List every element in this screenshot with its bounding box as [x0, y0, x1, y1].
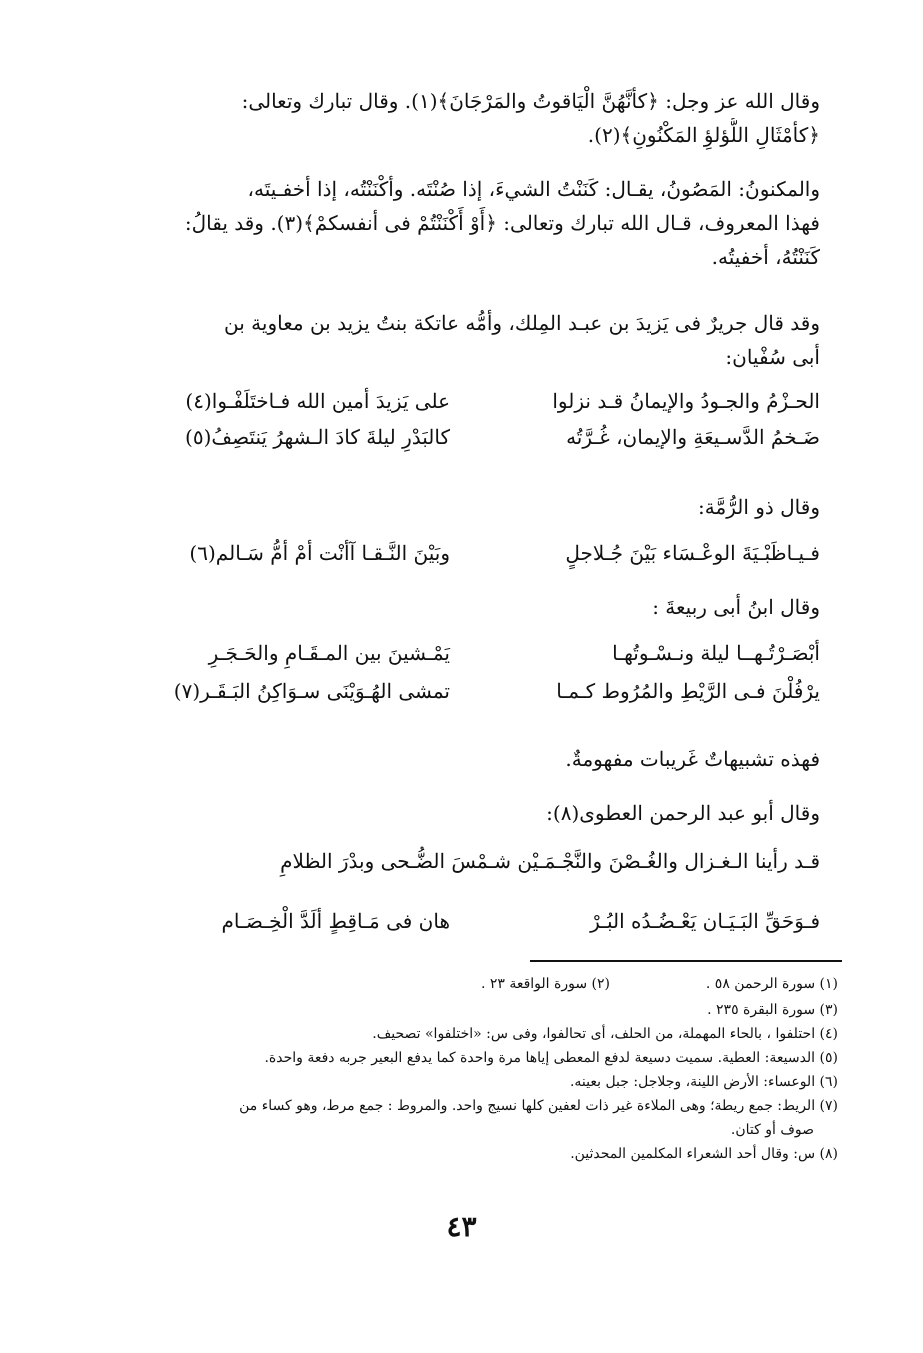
text-line: وقد قال جريرٌ فى يَزيدَ بن عبـد المِلك، وأمُّه عاتكة بنتُ يزيد بن معاوية بن: [224, 311, 820, 335]
footnote-8: (٨) س: وقال أحد الشعراء المكلمين المحدثين.: [570, 1146, 838, 1162]
verse-row: [140, 636, 820, 670]
footnote-4: (٤) احتلفوا ، بالحاء المهملة، من الحلف، أى تحالفوا، وفى س: «اختلفوا» تصحيف.: [372, 1026, 838, 1042]
text-line: كَنَنْتُهُ، أخفيتُه.: [711, 245, 820, 269]
verse-row: [140, 384, 820, 418]
text-line: وقال ابنُ أبى ربيعةَ :: [652, 595, 820, 619]
footnote-5: (٥) الدسيعة: العطية. سميت دسيعة لدفع المعطى إياها مرة واحدة كما يدفع البعير جربه دفعة واحدة.: [264, 1050, 838, 1066]
verse-row: [140, 536, 820, 570]
verse-second-hemistich: كالبَدْرِ ليلةَ كادَ الـشهرُ يَنتَصِفُ(٥): [185, 425, 450, 449]
paragraph-1: [110, 84, 820, 152]
text-line: وقال ذو الرُّمَّة:: [698, 495, 820, 519]
full-verse-line: قـد رأينا الـغـزال والغُـصْنَ والنَّجْـمَـيْن شـمْسَ الضُّـحى وبدْرَ الظلامِ: [280, 849, 820, 873]
verse-first-hemistich: الحـزْمُ والجـودُ والإيمانُ قـد نزلوا: [552, 389, 820, 413]
text-line: والمكنونُ: المَصُونُ، يقـال: كَنَنْتُ الشيءَ، إذا صُنْتَه. وأكْنَنْتُه، إذا أخفـيتَه،: [247, 177, 820, 201]
verse-second-hemistich: هان فى مَـاقِطٍ ألَدَّ الْخِـصَـام: [221, 909, 450, 933]
verse-second-hemistich: وبَيْنَ النَّـقـا آأنْت أمْ أمُّ سَـالم(٦): [189, 541, 450, 565]
verse-second-hemistich: يَمْـشينَ بين المـقَـامِ والحَـجَـرِ: [208, 641, 450, 665]
footnote-7-continued: صوف أو كتان.: [730, 1122, 814, 1138]
intro-line: [110, 590, 820, 624]
verse-second-hemistich: تمشى الهُـوَيْنَى سـوَاكِنُ البَـقَـر(٧): [173, 679, 450, 703]
footnote-2: (٢) سورة الواقعة ٢٣ .: [480, 976, 610, 992]
text-line: وقال الله عز وجل: ﴿كأنَّهُنَّ الْيَاقوتُ والمَرْجَانَ﴾(١). وقال تبارك وتعالى:: [241, 89, 820, 113]
verse-first-hemistich: ضَـخمُ الدَّسـيعَةِ والإيمان، غُـرَّتُه: [566, 425, 820, 449]
verse-row: [140, 674, 820, 708]
intro-line: [110, 490, 820, 524]
verse-second-hemistich: على يَزيدَ أمين الله فـاختَلَفْـوا(٤): [185, 389, 450, 413]
text-line: ﴿كأمْثَالِ اللُّؤلؤِ المَكْنُونِ﴾(٢).: [587, 123, 820, 147]
page-number: ٤٣: [446, 1210, 477, 1243]
footnote-1: (١) سورة الرحمن ٥٨ .: [705, 976, 838, 992]
paragraph-2: [110, 172, 820, 274]
text-line: فهذه تشبيهاتٌ غَريبات مفهومةٌ.: [565, 747, 820, 771]
footnote-row: [100, 972, 838, 996]
verse-first-hemistich: فـوَحَقِّ البَـيَـان يَعْـضُـدُه البُـرْ: [590, 909, 820, 933]
footnotes: [100, 998, 838, 1166]
footnote-6: (٦) الوعساء: الأرض اللينة، وجلاجل: جبل بعينه.: [569, 1074, 838, 1090]
verse-first-hemistich: أبْصَـرْتُـهــا ليلة ونـسْـوتُهـا: [612, 641, 820, 665]
verse-first-hemistich: يرْفُلْنَ فـى الرَّيْطِ والمُرُوط كـمـا: [556, 679, 820, 703]
paragraph-3: [110, 306, 820, 374]
text-line: وقال أبو عبد الرحمن العطوى(٨):: [546, 801, 820, 825]
remark-line: [110, 742, 820, 776]
text-line: فهذا المعروف، قـال الله تبارك وتعالى: ﴿أَوْ أَكْنَنْتُمْ فى أنفسكمْ﴾(٣). وقد يقالُ:: [184, 211, 820, 235]
verse-first-hemistich: فـيـاظَبْـيَةَ الوعْـسَاء بَيْنَ جُـلاجلٍ: [565, 541, 820, 565]
footnote-3: (٣) سورة البقرة ٢٣٥ .: [707, 1002, 838, 1018]
footnote-7: (٧) الريط: جمع ريطة؛ وهى الملاءة غير ذات لعفين كلها نسيج واحد. والمروط : جمع مرط، وهو كساء من: [239, 1098, 838, 1114]
footnote-separator: [530, 960, 842, 962]
verse-row: [140, 420, 820, 454]
text-line: أبى سُفْيان:: [725, 345, 820, 369]
verse-row: [140, 904, 820, 938]
intro-line: [110, 796, 820, 830]
